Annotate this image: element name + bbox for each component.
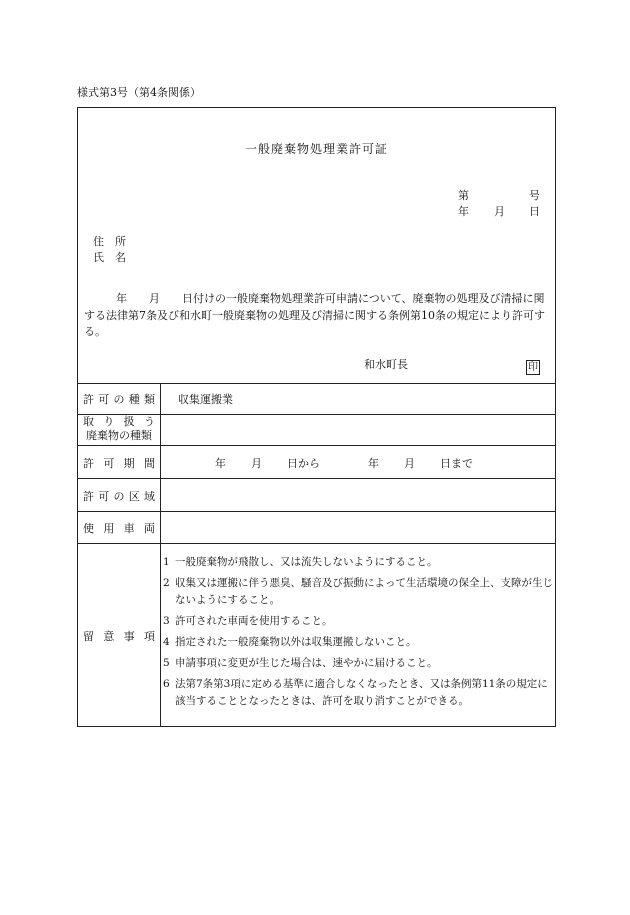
period-from-month: 月 <box>251 457 262 470</box>
label-char: 使 <box>83 522 94 535</box>
vehicles-label-text <box>78 520 160 536</box>
period-to-year: 年 <box>368 457 379 470</box>
divider <box>78 511 555 512</box>
divider <box>78 445 555 446</box>
note-number: 3 <box>163 615 170 627</box>
form-number-label: 様式第3号（第4条関係） <box>77 86 201 99</box>
label-char: 期 <box>123 457 135 470</box>
note-number: 4 <box>163 636 170 648</box>
label-char: 取 <box>83 415 94 428</box>
number-suffix: 号 <box>529 189 540 202</box>
notes-list <box>163 554 553 714</box>
period-to-month: 月 <box>404 457 415 470</box>
notes-label <box>78 628 160 644</box>
label-char: 項 <box>143 630 155 643</box>
label-char: う <box>143 415 155 428</box>
issue-month: 月 <box>494 205 505 218</box>
divider <box>78 383 555 384</box>
permit-type-label <box>78 391 160 407</box>
permit-type-value: 収集運搬業 <box>178 393 233 406</box>
label-char: 種 <box>128 393 140 406</box>
certificate-title: 一般廃棄物処理業許可証 <box>244 142 388 156</box>
label-char: 許 <box>83 393 94 406</box>
period-to-day: 日まで <box>440 457 473 470</box>
label-char: 類 <box>144 393 155 406</box>
label-char: の <box>113 490 125 503</box>
issue-year: 年 <box>458 205 469 218</box>
label-char: 可 <box>98 393 110 406</box>
seal-mark <box>526 355 540 375</box>
divider <box>78 543 555 544</box>
note-text: 法第7条第3項に定める基準に適合しなくなったとき、又は条例第11条の規定に該当することとなったときは、許可を取り消すことができる。 <box>175 678 548 707</box>
permit-type-label-text <box>78 391 160 407</box>
note-item <box>163 554 553 571</box>
note-item <box>163 575 553 609</box>
permit-certificate-frame <box>77 107 556 727</box>
vehicles-label <box>78 520 160 536</box>
note-item <box>163 613 553 630</box>
label-char: 許 <box>83 490 94 503</box>
name-label: 氏 名 <box>93 251 126 264</box>
issuer-name: 和水町長 <box>364 358 408 371</box>
permit-statement: 年 月 日付けの一般廃棄物処理業許可申請について、廃棄物の処理及び清掃に関する法律第7条及び和水町一般廃棄物の処理及び清掃に関する条例第10条の規定により許可する。 <box>84 292 545 338</box>
label-char: 車 <box>123 522 135 535</box>
label-char: 意 <box>103 630 115 643</box>
note-number: 6 <box>163 678 170 690</box>
note-number: 5 <box>163 657 170 669</box>
period-from-year: 年 <box>215 457 226 470</box>
note-number: 2 <box>163 577 170 589</box>
address-label: 住 所 <box>93 235 126 248</box>
permit-area-label-text <box>78 488 160 504</box>
waste-type-label-line1 <box>78 415 160 429</box>
note-text: 申請事項に変更が生じた場合は、速やかに届けること。 <box>175 657 438 669</box>
label-char: 間 <box>143 457 155 470</box>
label-char: り <box>103 415 115 428</box>
permit-period-label <box>78 455 160 471</box>
note-text: 指定された一般廃棄物以外は収集運搬しないこと。 <box>175 636 417 648</box>
note-text: 一般廃棄物が飛散し、又は流失しないようにすること。 <box>175 556 438 568</box>
issue-day: 日 <box>529 205 540 218</box>
period-from-day: 日から <box>287 457 320 470</box>
label-char: 留 <box>83 630 94 643</box>
note-item <box>163 655 553 672</box>
permit-period-label-text <box>78 455 160 471</box>
note-text: 収集又は運搬に伴う悪臭、騒音及び振動によって生活環境の保全上、支障が生じないようにすること。 <box>175 577 553 606</box>
waste-type-label <box>78 415 160 443</box>
waste-type-label-line2: 廃棄物の種類 <box>86 429 152 442</box>
label-char: 区 <box>128 490 140 503</box>
number-prefix: 第 <box>458 189 469 202</box>
note-number: 1 <box>163 556 170 568</box>
note-item <box>163 676 553 710</box>
note-item <box>163 634 553 651</box>
label-char: 可 <box>98 490 110 503</box>
label-char: 許 <box>83 457 94 470</box>
notes-label-text <box>78 628 160 644</box>
seal-text: 印 <box>528 362 538 373</box>
note-text: 許可された車両を使用すること。 <box>175 615 333 627</box>
permit-area-label <box>78 488 160 504</box>
label-char: 可 <box>103 457 115 470</box>
label-char: の <box>113 393 125 406</box>
label-char: 域 <box>144 490 155 503</box>
label-char: 両 <box>143 522 155 535</box>
divider <box>78 478 555 479</box>
column-divider <box>160 383 161 726</box>
label-char: 用 <box>103 522 115 535</box>
label-char: 扱 <box>123 415 135 428</box>
label-char: 事 <box>123 630 135 643</box>
